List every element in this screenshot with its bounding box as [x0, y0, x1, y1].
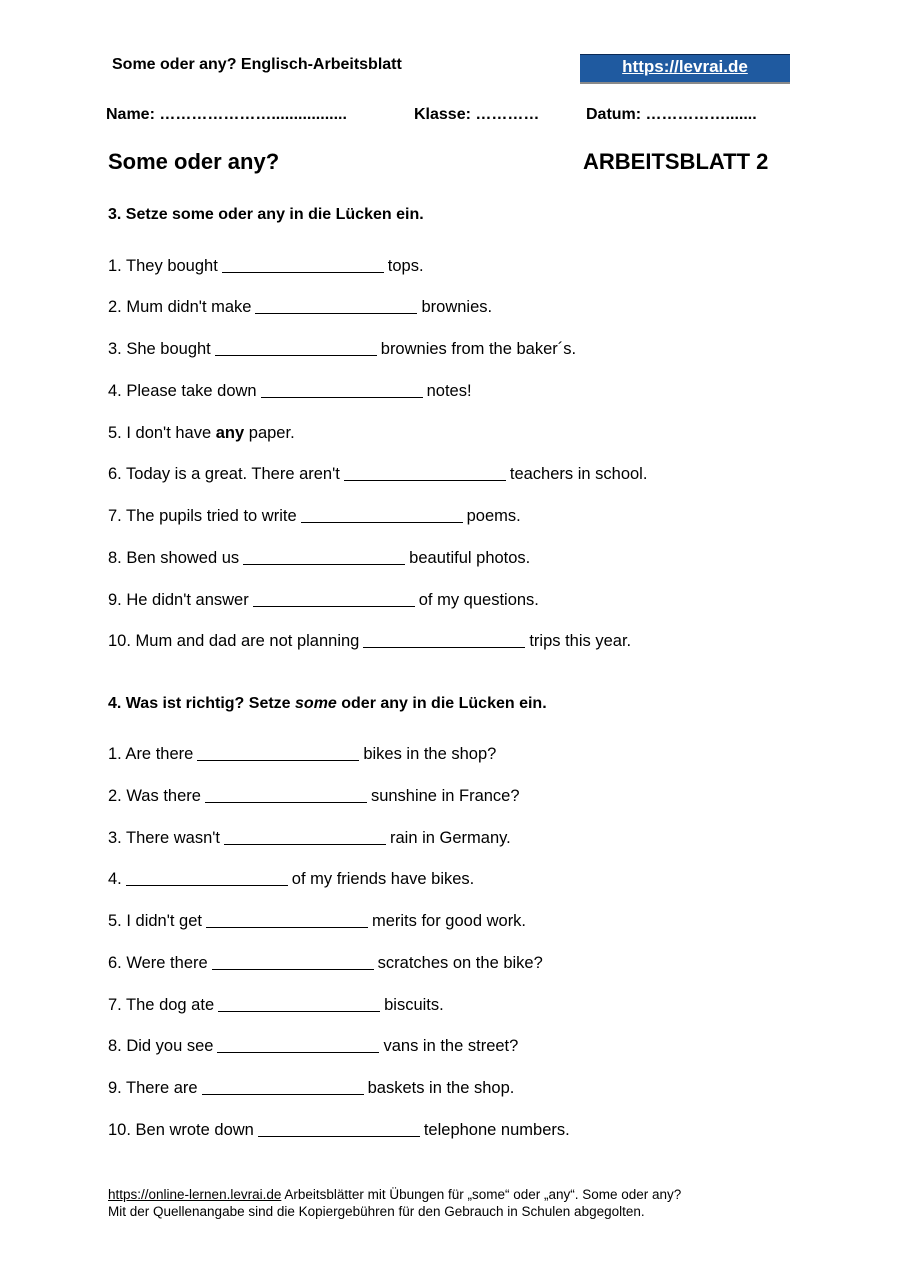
site-link-box [580, 54, 790, 84]
exercise-3-item-9 [108, 591, 539, 610]
class-field-label: Klasse: ………… [414, 106, 540, 123]
item-text: 4. Please take down [108, 382, 257, 400]
item-text: bikes in the shop? [363, 745, 497, 763]
item-text: beautiful photos. [409, 549, 531, 567]
fill-blank[interactable] [197, 759, 359, 761]
item-text: 9. He didn't answer [108, 591, 249, 609]
item-text: 10. Mum and dad are not planning [108, 632, 360, 650]
fill-blank[interactable] [215, 354, 377, 356]
exercise-3-item-2 [108, 298, 492, 317]
item-text: rain in Germany. [390, 829, 511, 847]
fill-blank[interactable] [258, 1135, 420, 1137]
sheet-number: ARBEITSBLATT 2 [583, 149, 769, 174]
item-text: trips this year. [529, 632, 632, 650]
section-4-heading [108, 695, 547, 713]
item-text: 7. The dog ate [108, 996, 215, 1014]
section-3-heading: 3. Setze some oder any in die Lücken ein. [108, 206, 424, 223]
exercise-4-item-8 [108, 1037, 518, 1056]
exercise-4-item-2 [108, 787, 520, 806]
item-text: vans in the street? [383, 1037, 519, 1055]
item-text: 2. Was there [108, 787, 201, 805]
fill-blank[interactable] [212, 968, 374, 970]
item-text: 9. There are [108, 1079, 198, 1097]
item-text: sunshine in France? [370, 787, 520, 805]
item-text: brownies. [421, 298, 493, 316]
footer-text: Arbeitsblätter mit Übungen für „some“ oder „any“. Some oder any? [281, 1187, 682, 1202]
footer-link[interactable]: https://online-lernen.levrai.de [108, 1187, 282, 1202]
exercise-3-item-1 [108, 257, 424, 276]
example-answer: any [215, 424, 245, 442]
worksheet-top-title: Some oder any? Englisch-Arbeitsblatt [112, 56, 402, 73]
item-text: 2. Mum didn't make [108, 298, 252, 316]
item-text: baskets in the shop. [367, 1079, 515, 1097]
item-text: notes! [426, 382, 472, 400]
item-text: teachers in school. [509, 465, 648, 483]
item-text: merits for good work. [371, 912, 527, 930]
exercise-3-item-4 [108, 382, 472, 401]
exercise-3-item-5 [108, 424, 295, 443]
fill-blank[interactable] [202, 1093, 364, 1095]
fill-blank[interactable] [222, 271, 384, 273]
name-field-label: Name: …………………................. [106, 106, 347, 123]
site-link[interactable]: https://levrai.de [622, 57, 748, 76]
fill-blank[interactable] [363, 646, 525, 648]
exercise-4-item-10 [108, 1121, 570, 1140]
fill-blank[interactable] [217, 1051, 379, 1053]
item-text: 3. She bought [108, 340, 211, 358]
item-text: 7. The pupils tried to write [108, 507, 297, 525]
item-text: brownies from the baker´s. [380, 340, 577, 358]
exercise-4-item-1 [108, 745, 496, 764]
footer [108, 1186, 681, 1220]
fill-blank[interactable] [261, 396, 423, 398]
fill-blank[interactable] [126, 884, 288, 886]
footer-line-1 [108, 1186, 681, 1203]
exercise-4-item-3 [108, 829, 511, 848]
item-text: 6. Were there [108, 954, 208, 972]
item-text: 10. Ben wrote down [108, 1121, 254, 1139]
fill-blank[interactable] [253, 605, 415, 607]
item-text: 4. [108, 870, 122, 888]
exercise-4-item-7 [108, 996, 444, 1015]
footer-line-2: Mit der Quellenangabe sind die Kopiergebühren für den Gebrauch in Schulen abgegolten. [108, 1204, 645, 1219]
item-text: tops. [387, 257, 424, 275]
item-text: 8. Did you see [108, 1037, 214, 1055]
item-text: 1. They bought [108, 257, 218, 275]
heading-text: 4. Was ist richtig? Setze [108, 695, 296, 712]
item-text: telephone numbers. [423, 1121, 570, 1139]
exercise-3-item-10 [108, 632, 631, 651]
item-text: paper. [248, 424, 295, 442]
exercise-4-item-4 [108, 870, 474, 889]
item-text: scratches on the bike? [377, 954, 543, 972]
page-title: Some oder any? [108, 149, 280, 174]
fill-blank[interactable] [205, 801, 367, 803]
item-text: of my friends have bikes. [291, 870, 475, 888]
date-field-label: Datum: ……………....... [586, 106, 757, 123]
exercise-3-item-8 [108, 549, 530, 568]
exercise-3-item-7 [108, 507, 521, 526]
item-text: 5. I don't have [108, 424, 212, 442]
item-text: poems. [466, 507, 521, 525]
fill-blank[interactable] [243, 563, 405, 565]
item-text: biscuits. [384, 996, 444, 1014]
item-text: 6. Today is a great. There aren't [108, 465, 340, 483]
exercise-4-item-6 [108, 954, 543, 973]
item-text: 5. I didn't get [108, 912, 202, 930]
exercise-4-item-5 [108, 912, 526, 931]
exercise-3-item-3 [108, 340, 576, 359]
item-text: of my questions. [418, 591, 539, 609]
item-text: 3. There wasn't [108, 829, 220, 847]
fill-blank[interactable] [301, 521, 463, 523]
fill-blank[interactable] [255, 312, 417, 314]
exercise-4-item-9 [108, 1079, 514, 1098]
exercise-3-item-6 [108, 465, 647, 484]
heading-emphasis: some [295, 695, 337, 712]
fill-blank[interactable] [206, 926, 368, 928]
fill-blank[interactable] [344, 479, 506, 481]
item-text: 1. Are there [108, 745, 194, 763]
heading-text: oder any in die Lücken ein. [336, 695, 547, 712]
item-text: 8. Ben showed us [108, 549, 240, 567]
fill-blank[interactable] [224, 843, 386, 845]
fill-blank[interactable] [218, 1010, 380, 1012]
